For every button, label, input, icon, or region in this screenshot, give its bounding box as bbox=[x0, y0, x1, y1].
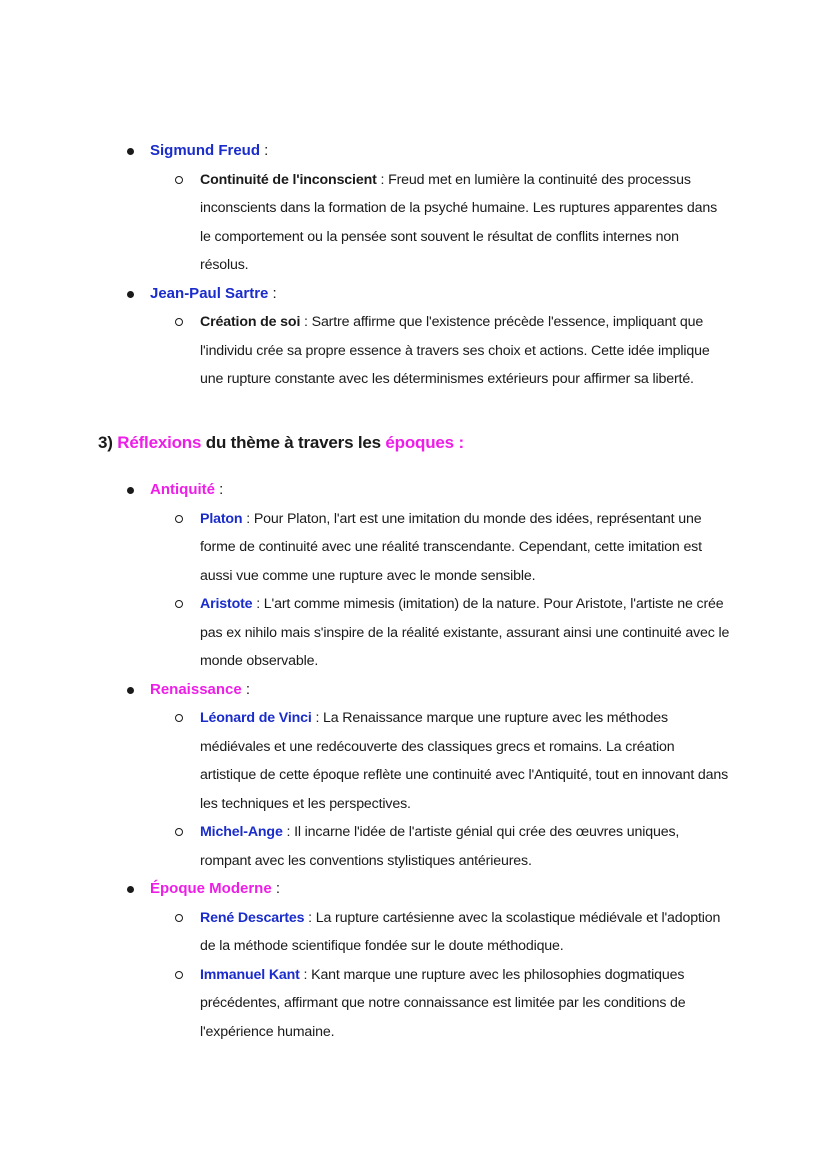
list-item-epoque-moderne: Époque Moderne : René Descartes : La rupture cartésienne avec la scolastique médiévale et l'adoption de la méthode scientifique fondée sur le doute méthodique. Immanuel Kant : Kant marque une rupture avec les philosophies dogmatiques précédentes, affirmant que notre connaissance est limitée par les conditions de l'expérience humaine. bbox=[124, 875, 804, 1046]
epoch-name: Renaissance bbox=[150, 680, 242, 698]
list-item-antiquite: Antiquité : Platon : Pour Platon, l'art est une imitation du monde des idées, représentant une forme de continuité avec une réalité transcendante. Cependant, cette imitation est aussi vue comme une rupture avec le monde sensible. Aristote : L'art comme mimesis (imitation) de la nature. Pour Aristote, l'artiste ne crée pas ex nihilo mais s'inspire de la réalité existante, assurant ainsi une continuité avec le monde observable. bbox=[124, 476, 804, 676]
section-heading: 3) Réflexions du thème à travers les époques : bbox=[98, 433, 464, 452]
sub-item: Création de soi : Sartre affirme que l'existence précède l'essence, impliquant que l'individu crée sa propre essence à travers ses choix et actions. Cette idée implique une rupture constante avec les déterminismes extérieurs pour affirmer sa liberté. bbox=[174, 308, 732, 394]
sub-list bbox=[174, 704, 804, 875]
list-item-renaissance: Renaissance : Léonard de Vinci : La Renaissance marque une rupture avec les méthodes médiévales et une redécouverte des classiques grecs et romains. La création artistique de cette époque reflète une continuité avec l'Antiquité, tout en innovant dans les techniques et les perspectives. Michel-Ange : Il incarne l'idée de l'artiste génial qui crée des œuvres uniques, rompant avec les conventions stylistiques antérieures. bbox=[124, 676, 804, 876]
sub-item: Continuité de l'inconscient : Freud met en lumière la continuité des processus inconscients dans la formation de la psyché humaine. Les ruptures apparentes dans le comportement ou la pensée sont souvent le résultat de conflits internes non résolus. bbox=[174, 166, 720, 280]
list-item-sartre: Jean-Paul Sartre : Création de soi : Sartre affirme que l'existence précède l'essence, impliquant que l'individu crée sa propre essence à travers ses choix et actions. Cette idée implique une rupture constante avec les déterminismes extérieurs pour affirmer sa liberté. bbox=[124, 280, 804, 394]
sub-list bbox=[174, 904, 804, 1047]
sub-item: Aristote : L'art comme mimesis (imitation) de la nature. Pour Aristote, l'artiste ne crée pas ex nihilo mais s'inspire de la réalité existante, assurant ainsi une continuité avec le monde observable. bbox=[174, 590, 730, 676]
epoch-name: Époque Moderne bbox=[150, 880, 272, 897]
sub-item: Platon : Pour Platon, l'art est une imitation du monde des idées, représentant une forme de continuité avec une réalité transcendante. Cependant, cette imitation est aussi vue comme une rupture avec le monde sensible. bbox=[174, 505, 722, 591]
sub-list bbox=[174, 308, 804, 394]
epochs-list bbox=[124, 476, 804, 1046]
list-item-freud: Sigmund Freud : Continuité de l'inconscient : Freud met en lumière la continuité des processus inconscients dans la formation de la psyché humaine. Les ruptures apparentes dans le comportement ou la pensée sont souvent le résultat de conflits internes non résolus. bbox=[124, 137, 804, 280]
thinker-name: Sigmund Freud bbox=[150, 142, 260, 159]
sub-item: Léonard de Vinci : La Renaissance marque une rupture avec les méthodes médiévales et une redécouverte des classiques grecs et romains. La création artistique de cette époque reflète une continuité avec l'Antiquité, tout en innovant dans les techniques et les perspectives. bbox=[174, 704, 732, 818]
sub-list bbox=[174, 505, 804, 676]
sub-item: Michel-Ange : Il incarne l'idée de l'artiste génial qui crée des œuvres uniques, rompant avec les conventions stylistiques antérieures. bbox=[174, 818, 700, 875]
thinker-name: Jean-Paul Sartre bbox=[150, 284, 269, 302]
sub-list bbox=[174, 166, 804, 280]
thinkers-list bbox=[124, 137, 804, 394]
epoch-name: Antiquité bbox=[150, 481, 215, 498]
sub-item: Immanuel Kant : Kant marque une rupture avec les philosophies dogmatiques précédentes, affirmant que notre connaissance est limitée par les conditions de l'expérience humaine. bbox=[174, 961, 702, 1047]
sub-item: René Descartes : La rupture cartésienne avec la scolastique médiévale et l'adoption de la méthode scientifique fondée sur le doute méthodique. bbox=[174, 904, 725, 961]
